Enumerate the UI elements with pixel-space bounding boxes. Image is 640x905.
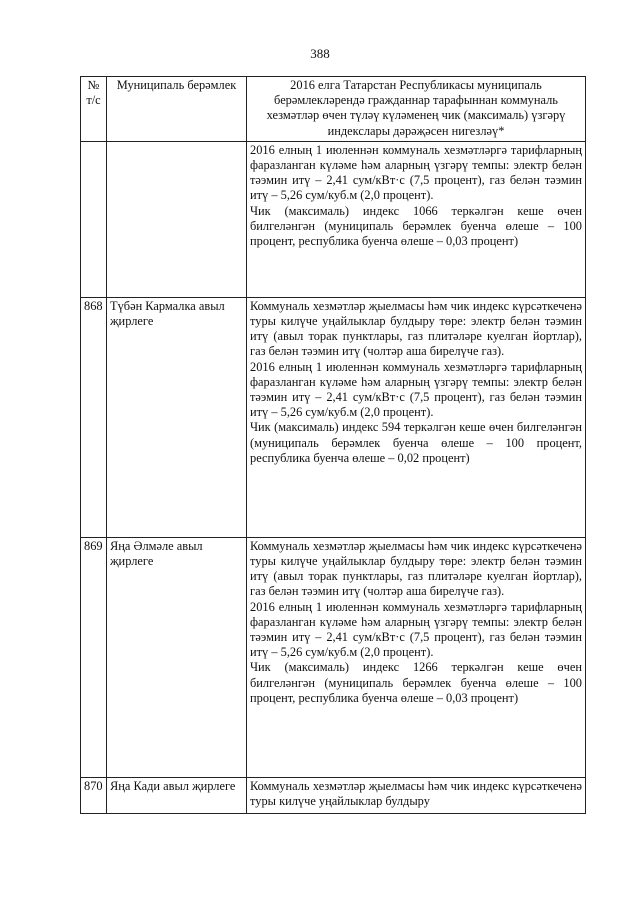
table-row	[81, 777, 586, 813]
description-paragraph: Чик (максималь) индекс 1266 теркәлгән кеше өчен билгеләнгән (муниципаль берәмлек буенча өлеше – 100 процент, республика буенча өлеше – 0,03 процент)	[250, 660, 582, 705]
row-number: 869	[81, 537, 107, 777]
header-number: № т/с	[81, 77, 107, 142]
header-description: 2016 елга Татарстан Республикасы муниципаль берәмлекләрендә гражданнар тарафыннан коммуналь хезмәтләр өчен түләү күләменең чик (максималь) үзгәрү индекслары дәрәҗәсен нигезләү*	[247, 77, 586, 142]
table-row	[81, 141, 586, 297]
table-row	[81, 537, 586, 777]
row-number	[81, 141, 107, 297]
row-municipality: Яңа Әлмәле авыл җирлеге	[107, 537, 247, 777]
description-paragraph: Коммуналь хезмәтләр җыелмасы һәм чик индекс күрсәткеченә туры килүче уңайлыклар булдыру төре: электр белән тәэмин итү (авыл торак пунктлары, газ плитәләре куелган йортлар), газ белән тәэмин итү (чолтәр аша бирелүче газ).	[250, 538, 582, 599]
table-header-row	[81, 77, 586, 142]
tariff-index-table	[80, 76, 586, 814]
description-paragraph: Коммуналь хезмәтләр җыелмасы һәм чик индекс күрсәткеченә туры килүче уңайлыклар булдыру төре: электр белән тәэмин итү (авыл торак пунктлары, газ плитәләре куелган йортлар), газ белән тәэмин итү (чолтәр аша бирелүче газ).	[250, 298, 582, 359]
row-description	[247, 141, 586, 297]
row-number: 868	[81, 297, 107, 537]
row-description	[247, 537, 586, 777]
row-municipality: Түбән Кармалка авыл җирлеге	[107, 297, 247, 537]
description-paragraph: 2016 елның 1 июленнән коммуналь хезмәтләргә тарифларның фаразланган күләме һәм аларның үзгәрү темпы: электр белән тәэмин итү – 2,41 сум/кВт·с (7,5 процент), газ белән тәэмин итү – 5,26 сум/куб.м (2,0 процент).	[250, 359, 582, 420]
row-description	[247, 297, 586, 537]
header-municipality: Муниципаль берәмлек	[107, 77, 247, 142]
table-row	[81, 297, 586, 537]
page-number: 388	[310, 46, 330, 61]
description-paragraph: Коммуналь хезмәтләр җыелмасы һәм чик индекс күрсәткеченә туры килүче уңайлыклар булдыру	[250, 778, 582, 809]
row-number: 870	[81, 777, 107, 813]
row-municipality: Яңа Кади авыл җирлеге	[107, 777, 247, 813]
description-paragraph: 2016 елның 1 июленнән коммуналь хезмәтләргә тарифларның фаразланган күләме һәм аларның үзгәрү темпы: электр белән тәэмин итү – 2,41 сум/кВт·с (7,5 процент), газ белән тәэмин итү – 5,26 сум/куб.м (2,0 процент).	[250, 142, 582, 203]
description-paragraph: Чик (максималь) индекс 1066 теркәлгән кеше өчен билгеләнгән (муниципаль берәмлек буенча өлеше – 100 процент, республика буенча өлеше – 0,03 процент)	[250, 203, 582, 249]
description-paragraph: 2016 елның 1 июленнән коммуналь хезмәтләргә тарифларның фаразланган күләме һәм аларның үзгәрү темпы: электр белән тәэмин итү – 2,41 сум/кВт·с (7,5 процент), газ белән тәэмин итү – 5,26 сум/куб.м (2,0 процент).	[250, 599, 582, 660]
row-description	[247, 777, 586, 813]
row-municipality	[107, 141, 247, 297]
description-paragraph: Чик (максималь) индекс 594 теркәлгән кеше өчен билгеләнгән (муниципаль берәмлек буенча өлеше – 100 процент, республика буенча өлеше – 0,02 процент)	[250, 420, 582, 465]
